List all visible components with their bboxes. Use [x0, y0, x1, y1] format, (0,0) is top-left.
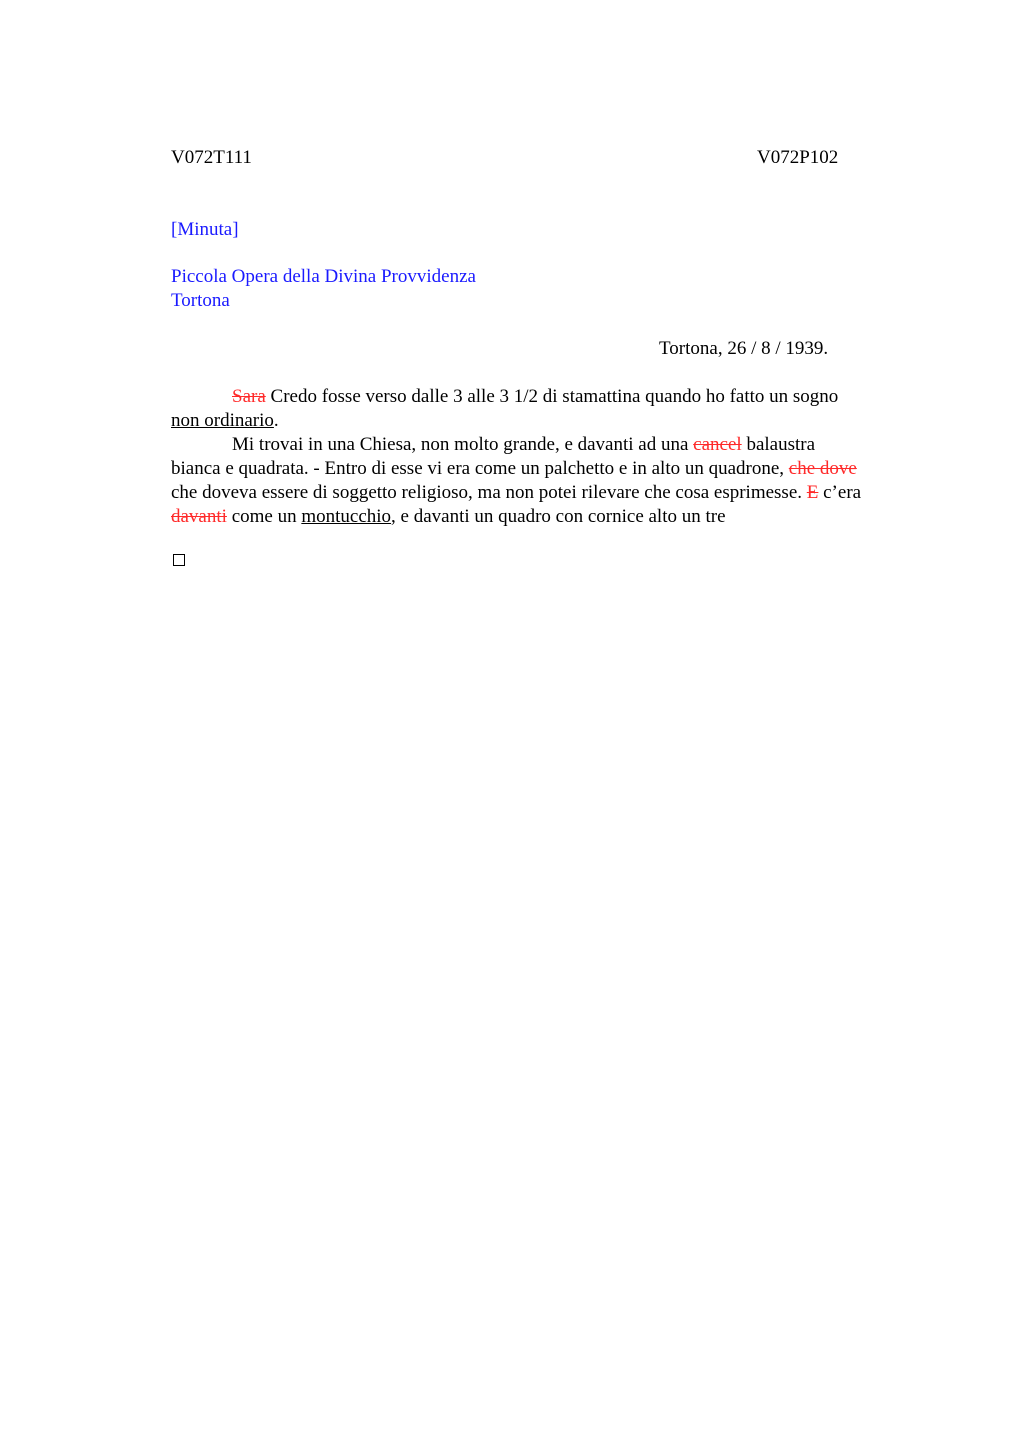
sender-city: Tortona [171, 290, 230, 311]
deleted-word: cancel [693, 434, 742, 455]
body-text-segment: che doveva essere di soggetto religioso, ma non potei rilevare che cosa esprimesse. [171, 482, 807, 503]
letter-body [171, 385, 941, 529]
body-line [171, 385, 941, 409]
body-text-segment: c’era [818, 482, 862, 503]
body-text-segment: bianca e quadrata. - Entro di esse vi era come un palchetto e in alto un quadrone, [171, 458, 789, 479]
body-text-segment: come un [226, 506, 302, 527]
deleted-word: che dove [788, 458, 857, 479]
date-line: Tortona, 26 / 8 / 1939. [659, 338, 829, 359]
body-line [171, 409, 941, 433]
sender-name: Piccola Opera della Divina Provvidenza [171, 266, 476, 287]
underlined-phrase: montucchio [301, 506, 392, 527]
document-code-right: V072P102 [757, 147, 839, 168]
body-line [171, 481, 941, 505]
body-line [171, 457, 941, 481]
body-text-segment: Mi trovai in una Chiesa, non molto grande, e davanti ad una [232, 434, 694, 455]
body-line [171, 505, 941, 529]
document-type-label: [Minuta] [171, 219, 239, 240]
empty-square-icon [173, 554, 185, 566]
body-text-segment: , e davanti un quadro con cornice alto un tre [391, 506, 726, 527]
document-code-left: V072T111 [171, 147, 252, 168]
deleted-word: davanti [171, 506, 227, 527]
body-text-segment: . [273, 410, 279, 431]
body-line [171, 433, 941, 457]
deleted-word: Sara [232, 386, 266, 407]
body-text-segment: Credo fosse verso dalle 3 alle 3 1/2 di stamattina quando ho fatto un sogno [265, 386, 839, 407]
deleted-word: E [806, 482, 819, 503]
underlined-phrase: non ordinario [171, 410, 274, 431]
body-text-segment: balaustra [741, 434, 816, 455]
